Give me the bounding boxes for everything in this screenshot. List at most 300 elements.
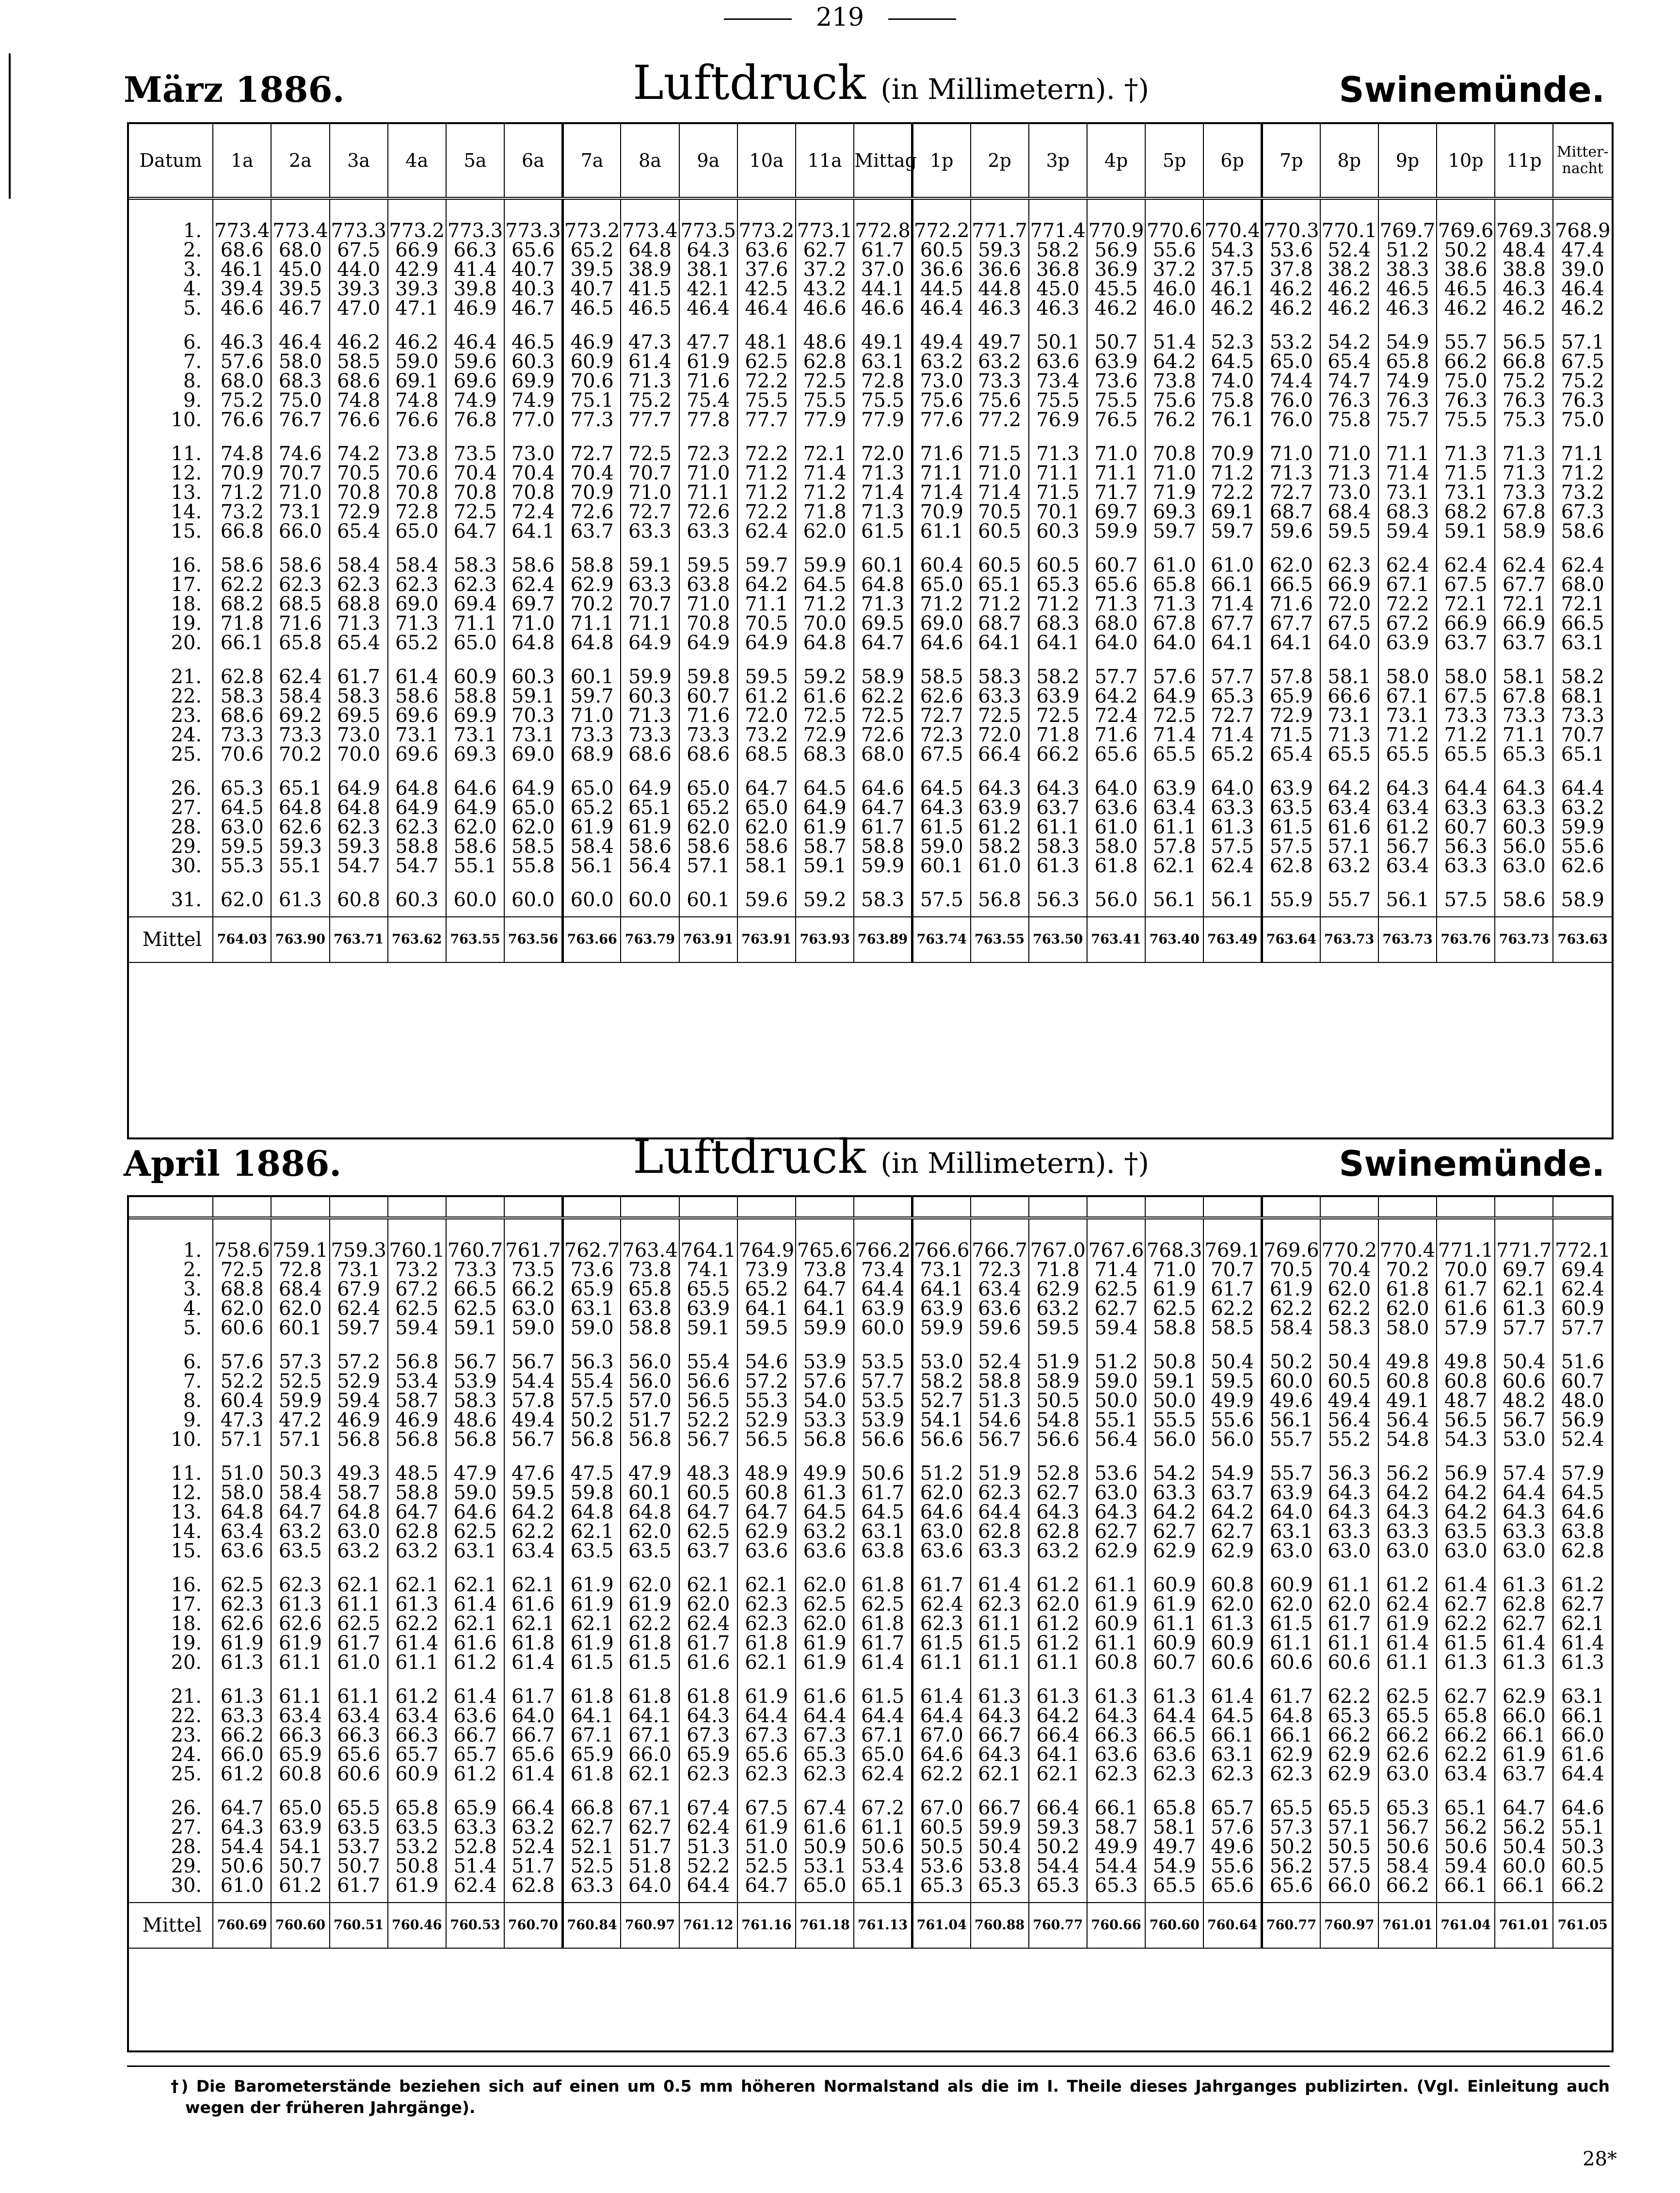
value-cell: 68.0 xyxy=(213,371,271,391)
mean-cell: 763.71 xyxy=(330,917,388,962)
value-cell: 62.3 xyxy=(213,1595,271,1614)
value-cell: 71.5 xyxy=(1437,464,1495,483)
value-cell: 54.8 xyxy=(1029,1410,1087,1430)
value-cell: 57.3 xyxy=(271,1352,329,1372)
mean-cell: 763.64 xyxy=(1262,917,1320,962)
value-cell: 62.5 xyxy=(388,1299,446,1318)
value-cell: 53.8 xyxy=(971,1857,1029,1876)
value-cell: 64.2 xyxy=(1437,1483,1495,1503)
value-cell: 62.5 xyxy=(737,352,796,371)
value-cell: 63.1 xyxy=(1203,1745,1262,1764)
value-cell: 61.1 xyxy=(1145,817,1203,837)
value-cell: 62.0 xyxy=(796,522,854,556)
value-cell: 50.7 xyxy=(271,1857,329,1876)
table-row xyxy=(129,522,1612,556)
mean-cell: 761.18 xyxy=(796,1903,854,1948)
value-cell: 64.2 xyxy=(1320,779,1378,798)
value-cell: 61.4 xyxy=(388,667,446,687)
value-cell: 773.3 xyxy=(330,198,388,240)
value-cell: 62.0 xyxy=(912,1483,970,1503)
column-header xyxy=(129,1197,213,1218)
value-cell: 68.9 xyxy=(562,745,621,779)
value-cell: 54.8 xyxy=(1378,1430,1437,1464)
value-cell: 61.5 xyxy=(971,1633,1029,1653)
value-cell: 66.5 xyxy=(1561,612,1604,635)
date-cell: 3. xyxy=(129,260,213,279)
value-cell: 56.8 xyxy=(388,1430,446,1464)
value-cell: 66.2 xyxy=(213,1726,271,1745)
value-cell: 65.4 xyxy=(330,522,388,556)
value-cell: 64.7 xyxy=(679,1503,737,1522)
value-cell: 52.9 xyxy=(330,1372,388,1391)
value-cell: 71.2 xyxy=(1203,464,1262,483)
value-cell: 57.8 xyxy=(1145,837,1203,856)
value-cell: 57.7 xyxy=(1203,667,1262,687)
value-cell: 55.7 xyxy=(1262,1430,1320,1464)
value-cell: 74.4 xyxy=(1262,371,1320,391)
value-cell: 59.1 xyxy=(796,856,854,890)
value-cell: 73.6 xyxy=(1087,371,1145,391)
value-cell: 62.4 xyxy=(1203,856,1262,890)
value-cell: 63.3 xyxy=(1320,1522,1378,1541)
value-cell: 46.2 xyxy=(1561,297,1604,320)
value-cell: 54.9 xyxy=(1378,333,1437,352)
value-cell: 53.3 xyxy=(796,1410,854,1430)
value-cell: 59.3 xyxy=(271,837,329,856)
value-cell: 58.6 xyxy=(1561,520,1604,543)
value-cell: 40.7 xyxy=(562,279,621,299)
value-cell: 65.7 xyxy=(1203,1798,1262,1818)
value-cell: 63.5 xyxy=(271,1541,329,1575)
value-cell: 766.6 xyxy=(912,1218,970,1260)
value-cell: 73.0 xyxy=(1320,483,1378,502)
value-cell: 64.4 xyxy=(971,1503,1029,1522)
date-cell: 24. xyxy=(129,1745,213,1764)
value-cell: 61.7 xyxy=(330,667,388,687)
value-cell: 70.8 xyxy=(330,483,388,502)
page-number: 219 xyxy=(0,0,1680,35)
mean-cell: 763.90 xyxy=(271,917,329,962)
value-cell: 61.8 xyxy=(562,1764,621,1798)
value-cell: 60.8 xyxy=(1437,1372,1495,1391)
value-cell: 61.3 xyxy=(1145,1687,1203,1706)
value-cell: 62.1 xyxy=(562,1522,621,1541)
value-cell: 61.3 xyxy=(1029,856,1087,890)
value-cell: 61.9 xyxy=(679,352,737,371)
column-header: 5p xyxy=(1145,124,1203,198)
value-cell: 72.0 xyxy=(1320,594,1378,614)
value-cell: 62.3 xyxy=(737,1595,796,1614)
value-cell: 71.1 xyxy=(562,614,621,633)
value-cell: 73.0 xyxy=(330,725,388,745)
value-cell: 68.7 xyxy=(971,614,1029,633)
value-cell: 62.2 xyxy=(1203,1299,1262,1318)
value-cell: 65.8 xyxy=(1378,352,1437,371)
value-cell: 63.6 xyxy=(912,1541,970,1575)
value-cell: 65.1 xyxy=(621,798,679,817)
value-cell: 59.1 xyxy=(1145,1372,1203,1391)
value-cell: 54.0 xyxy=(796,1391,854,1410)
value-cell: 72.5 xyxy=(854,706,912,725)
value-cell: 61.1 xyxy=(1378,1653,1437,1687)
value-cell: 64.7 xyxy=(737,779,796,798)
value-cell: 65.3 xyxy=(1087,1876,1145,1895)
value-cell: 60.3 xyxy=(1029,522,1087,556)
value-cell: 61.7 xyxy=(854,1633,912,1653)
value-cell: 63.1 xyxy=(562,1299,621,1318)
value-cell: 72.2 xyxy=(1203,483,1262,502)
mean-cell: 760.53 xyxy=(446,1903,504,1948)
value-cell: 54.7 xyxy=(330,856,388,890)
value-cell: 63.4 xyxy=(1437,1764,1495,1798)
value-cell: 57.8 xyxy=(1262,667,1320,687)
table-row xyxy=(129,1391,1612,1410)
value-cell: 63.6 xyxy=(737,240,796,260)
value-cell: 73.3 xyxy=(1561,704,1604,727)
value-cell: 46.4 xyxy=(271,333,329,352)
value-cell: 71.1 xyxy=(621,614,679,633)
value-cell: 65.0 xyxy=(912,575,970,594)
value-cell: 47.3 xyxy=(213,1410,271,1430)
value-cell: 64.3 xyxy=(1378,779,1437,798)
date-cell: 11. xyxy=(129,1464,213,1483)
value-cell: 55.6 xyxy=(1203,1857,1262,1876)
value-cell: 63.0 xyxy=(1087,1483,1145,1503)
value-cell: 58.8 xyxy=(562,556,621,575)
value-cell: 61.1 xyxy=(971,1614,1029,1633)
table-row xyxy=(129,391,1612,410)
value-cell: 64.8 xyxy=(562,1503,621,1522)
value-cell: 62.9 xyxy=(1145,1541,1203,1575)
value-cell: 68.6 xyxy=(213,240,271,260)
value-cell: 49.8 xyxy=(1437,1352,1495,1372)
date-cell: 29. xyxy=(129,837,213,856)
table-row xyxy=(129,1352,1612,1372)
value-cell: 57.5 xyxy=(562,1391,621,1410)
value-cell: 69.6 xyxy=(388,706,446,725)
date-cell: 4. xyxy=(129,1299,213,1318)
column-header: 11p xyxy=(1495,124,1553,198)
value-cell: 61.2 xyxy=(1561,1574,1604,1596)
date-cell: 24. xyxy=(129,725,213,745)
value-cell: 64.8 xyxy=(213,1503,271,1522)
value-cell: 60.1 xyxy=(912,856,970,890)
value-cell: 64.3 xyxy=(1378,1503,1437,1522)
value-cell: 74.8 xyxy=(330,391,388,410)
date-cell: 4. xyxy=(129,279,213,299)
value-cell: 46.2 xyxy=(330,333,388,352)
column-header xyxy=(1320,1197,1378,1218)
column-header xyxy=(854,1197,912,1218)
value-cell: 64.0 xyxy=(621,1876,679,1895)
value-cell: 64.7 xyxy=(446,522,504,556)
value-cell: 66.3 xyxy=(1087,1726,1145,1745)
value-cell: 71.3 xyxy=(1262,464,1320,483)
value-cell: 65.2 xyxy=(1203,745,1262,779)
value-cell: 65.5 xyxy=(1145,745,1203,779)
value-cell: 60.8 xyxy=(1087,1653,1145,1687)
column-header: 8p xyxy=(1320,124,1378,198)
value-cell: 68.3 xyxy=(271,371,329,391)
value-cell: 70.6 xyxy=(562,371,621,391)
value-cell: 63.4 xyxy=(330,1706,388,1726)
value-cell: 72.1 xyxy=(1495,594,1553,614)
date-cell: 27. xyxy=(129,1818,213,1837)
value-cell: 61.7 xyxy=(1437,1280,1495,1299)
date-cell: 7. xyxy=(129,352,213,371)
value-cell: 62.3 xyxy=(737,1614,796,1633)
value-cell: 71.2 xyxy=(213,483,271,502)
value-cell: 73.3 xyxy=(1495,706,1553,725)
value-cell: 53.6 xyxy=(1087,1464,1145,1483)
value-cell: 38.8 xyxy=(1495,260,1553,279)
value-cell: 62.3 xyxy=(388,817,446,837)
value-cell: 65.9 xyxy=(562,1280,621,1299)
date-cell: 26. xyxy=(129,1798,213,1818)
value-cell: 65.9 xyxy=(562,1745,621,1764)
date-cell: 16. xyxy=(129,556,213,575)
value-cell: 56.7 xyxy=(679,1430,737,1464)
value-cell: 62.1 xyxy=(737,1653,796,1687)
value-cell: 60.9 xyxy=(1561,1297,1604,1320)
value-cell: 62.1 xyxy=(621,1764,679,1798)
value-cell: 56.0 xyxy=(1495,837,1553,856)
value-cell: 62.5 xyxy=(854,1595,912,1614)
value-cell: 63.9 xyxy=(854,1299,912,1318)
value-cell: 66.0 xyxy=(621,1745,679,1764)
value-cell: 63.2 xyxy=(912,352,970,371)
value-cell: 66.1 xyxy=(1495,1726,1553,1745)
value-cell: 46.9 xyxy=(330,1410,388,1430)
value-cell: 61.3 xyxy=(1495,1299,1553,1318)
value-cell: 62.0 xyxy=(1262,1595,1320,1614)
value-cell: 46.5 xyxy=(1378,279,1437,299)
value-cell: 55.8 xyxy=(504,856,562,890)
value-cell: 61.7 xyxy=(912,1575,970,1595)
value-cell: 56.0 xyxy=(1087,890,1145,910)
value-cell: 70.7 xyxy=(621,594,679,614)
date-cell: 22. xyxy=(129,687,213,706)
value-cell: 64.5 xyxy=(796,1503,854,1522)
value-cell: 59.6 xyxy=(446,352,504,371)
value-cell: 63.2 xyxy=(504,1818,562,1837)
date-cell: 22. xyxy=(129,1706,213,1726)
value-cell: 61.9 xyxy=(1495,1745,1553,1764)
value-cell: 73.1 xyxy=(446,725,504,745)
value-cell: 62.4 xyxy=(446,1876,504,1895)
value-cell: 56.4 xyxy=(1378,1410,1437,1430)
value-cell: 77.0 xyxy=(504,410,562,444)
value-cell: 65.8 xyxy=(271,633,329,667)
value-cell: 56.0 xyxy=(1145,1430,1203,1464)
value-cell: 59.7 xyxy=(1203,522,1262,556)
value-cell: 68.2 xyxy=(213,594,271,614)
table-row xyxy=(129,502,1612,522)
value-cell: 56.8 xyxy=(796,1430,854,1464)
value-cell: 766.7 xyxy=(971,1218,1029,1260)
value-cell: 64.5 xyxy=(1203,352,1262,371)
value-cell: 51.4 xyxy=(1145,333,1203,352)
value-cell: 37.6 xyxy=(737,260,796,279)
value-cell: 59.7 xyxy=(1145,522,1203,556)
table-row xyxy=(129,1483,1612,1503)
table-row xyxy=(129,556,1612,575)
value-cell: 58.8 xyxy=(446,687,504,706)
value-cell: 63.4 xyxy=(271,1706,329,1726)
column-header xyxy=(621,1197,679,1218)
value-cell: 58.5 xyxy=(912,667,970,687)
value-cell: 52.5 xyxy=(562,1857,621,1876)
value-cell: 62.3 xyxy=(271,575,329,594)
value-cell: 63.7 xyxy=(1495,633,1553,667)
value-cell: 64.6 xyxy=(446,779,504,798)
value-cell: 53.9 xyxy=(854,1410,912,1430)
value-cell: 68.3 xyxy=(796,745,854,779)
value-cell: 61.1 xyxy=(1087,1575,1145,1595)
value-cell: 61.5 xyxy=(1437,1633,1495,1653)
value-cell: 64.3 xyxy=(971,1706,1029,1726)
value-cell: 56.3 xyxy=(1029,890,1087,910)
value-cell: 59.6 xyxy=(971,1318,1029,1352)
value-cell: 58.9 xyxy=(1561,889,1604,911)
table-row xyxy=(129,1653,1612,1687)
value-cell: 65.2 xyxy=(737,1280,796,1299)
value-cell: 63.0 xyxy=(1320,1541,1378,1575)
value-cell: 74.9 xyxy=(504,391,562,410)
value-cell: 48.1 xyxy=(737,333,796,352)
value-cell: 56.6 xyxy=(912,1430,970,1464)
value-cell: 64.4 xyxy=(679,1876,737,1895)
column-header xyxy=(446,1197,504,1218)
value-cell: 50.1 xyxy=(1029,333,1087,352)
value-cell: 64.7 xyxy=(796,1280,854,1299)
value-cell: 63.9 xyxy=(971,798,1029,817)
value-cell: 76.6 xyxy=(213,410,271,444)
value-cell: 61.9 xyxy=(737,1818,796,1837)
value-cell: 62.8 xyxy=(1262,856,1320,890)
value-cell: 55.3 xyxy=(213,856,271,890)
date-cell: 20. xyxy=(129,633,213,667)
value-cell: 46.2 xyxy=(388,333,446,352)
value-cell: 59.8 xyxy=(562,1483,621,1503)
value-cell: 61.2 xyxy=(446,1653,504,1687)
column-header: 10a xyxy=(737,124,796,198)
value-cell: 66.2 xyxy=(1320,1726,1378,1745)
value-cell: 60.1 xyxy=(271,1318,329,1352)
value-cell: 68.2 xyxy=(1437,502,1495,522)
value-cell: 69.1 xyxy=(388,371,446,391)
value-cell: 65.6 xyxy=(1203,1876,1262,1895)
value-cell: 69.9 xyxy=(446,706,504,725)
value-cell: 764.9 xyxy=(737,1218,796,1260)
value-cell: 63.2 xyxy=(271,1522,329,1541)
value-cell: 57.5 xyxy=(1262,837,1320,856)
table-row xyxy=(129,1260,1612,1280)
table-row xyxy=(129,260,1612,279)
value-cell: 771.1 xyxy=(1437,1218,1495,1260)
value-cell: 71.4 xyxy=(796,464,854,483)
value-cell: 68.7 xyxy=(1262,502,1320,522)
mean-row xyxy=(129,1903,1612,1948)
value-cell: 59.7 xyxy=(562,687,621,706)
value-cell: 38.3 xyxy=(1378,260,1437,279)
value-cell: 71.2 xyxy=(1378,725,1437,745)
date-cell: 16. xyxy=(129,1575,213,1595)
value-cell: 62.1 xyxy=(1029,1764,1087,1798)
value-cell: 69.5 xyxy=(330,706,388,725)
column-header: 4p xyxy=(1087,124,1145,198)
value-cell: 62.0 xyxy=(796,1614,854,1633)
value-cell: 68.3 xyxy=(1029,614,1087,633)
value-cell: 55.4 xyxy=(679,1352,737,1372)
value-cell: 64.9 xyxy=(621,779,679,798)
value-cell: 63.0 xyxy=(330,1522,388,1541)
value-cell: 67.1 xyxy=(854,1726,912,1745)
value-cell: 62.2 xyxy=(912,1764,970,1798)
column-header xyxy=(1553,1197,1612,1218)
value-cell: 771.4 xyxy=(1029,198,1087,240)
value-cell: 61.1 xyxy=(1320,1575,1378,1595)
value-cell: 62.7 xyxy=(1203,1522,1262,1541)
value-cell: 51.0 xyxy=(213,1464,271,1483)
date-cell: 2. xyxy=(129,1260,213,1280)
value-cell: 59.5 xyxy=(1320,522,1378,556)
value-cell: 62.1 xyxy=(1495,1280,1553,1299)
value-cell: 72.8 xyxy=(271,1260,329,1280)
value-cell: 46.4 xyxy=(737,299,796,333)
value-cell: 773.2 xyxy=(388,198,446,240)
value-cell: 63.3 xyxy=(621,522,679,556)
value-cell: 62.2 xyxy=(1320,1687,1378,1706)
value-cell: 70.8 xyxy=(446,483,504,502)
column-header xyxy=(1495,1197,1553,1218)
value-cell: 61.4 xyxy=(504,1653,562,1687)
date-cell: 21. xyxy=(129,1687,213,1706)
value-cell: 70.0 xyxy=(796,614,854,633)
value-cell: 56.6 xyxy=(854,1430,912,1464)
value-cell: 71.7 xyxy=(1087,483,1145,502)
value-cell: 67.7 xyxy=(1262,614,1320,633)
value-cell: 63.7 xyxy=(1437,633,1495,667)
date-cell: 26. xyxy=(129,779,213,798)
table-row xyxy=(129,687,1612,706)
value-cell: 64.5 xyxy=(854,1503,912,1522)
value-cell: 69.3 xyxy=(1145,502,1203,522)
value-cell: 50.2 xyxy=(1437,240,1495,260)
column-header xyxy=(1029,1197,1087,1218)
value-cell: 62.4 xyxy=(1378,556,1437,575)
value-cell: 56.3 xyxy=(1320,1464,1378,1483)
value-cell: 71.3 xyxy=(854,502,912,522)
value-cell: 65.5 xyxy=(1378,1706,1437,1726)
value-cell: 52.4 xyxy=(504,1837,562,1857)
value-cell: 53.6 xyxy=(1262,240,1320,260)
value-cell: 62.7 xyxy=(1087,1299,1145,1318)
value-cell: 57.2 xyxy=(737,1372,796,1391)
value-cell: 60.9 xyxy=(446,667,504,687)
table-row xyxy=(129,725,1612,745)
value-cell: 70.6 xyxy=(388,464,446,483)
value-cell: 61.8 xyxy=(621,1633,679,1653)
value-cell: 66.4 xyxy=(1029,1798,1087,1818)
value-cell: 61.1 xyxy=(971,1653,1029,1687)
value-cell: 62.4 xyxy=(1495,556,1553,575)
value-cell: 64.1 xyxy=(1029,1745,1087,1764)
value-cell: 58.2 xyxy=(1029,240,1087,260)
value-cell: 74.8 xyxy=(388,391,446,410)
value-cell: 67.3 xyxy=(737,1726,796,1745)
value-cell: 65.5 xyxy=(1320,1798,1378,1818)
